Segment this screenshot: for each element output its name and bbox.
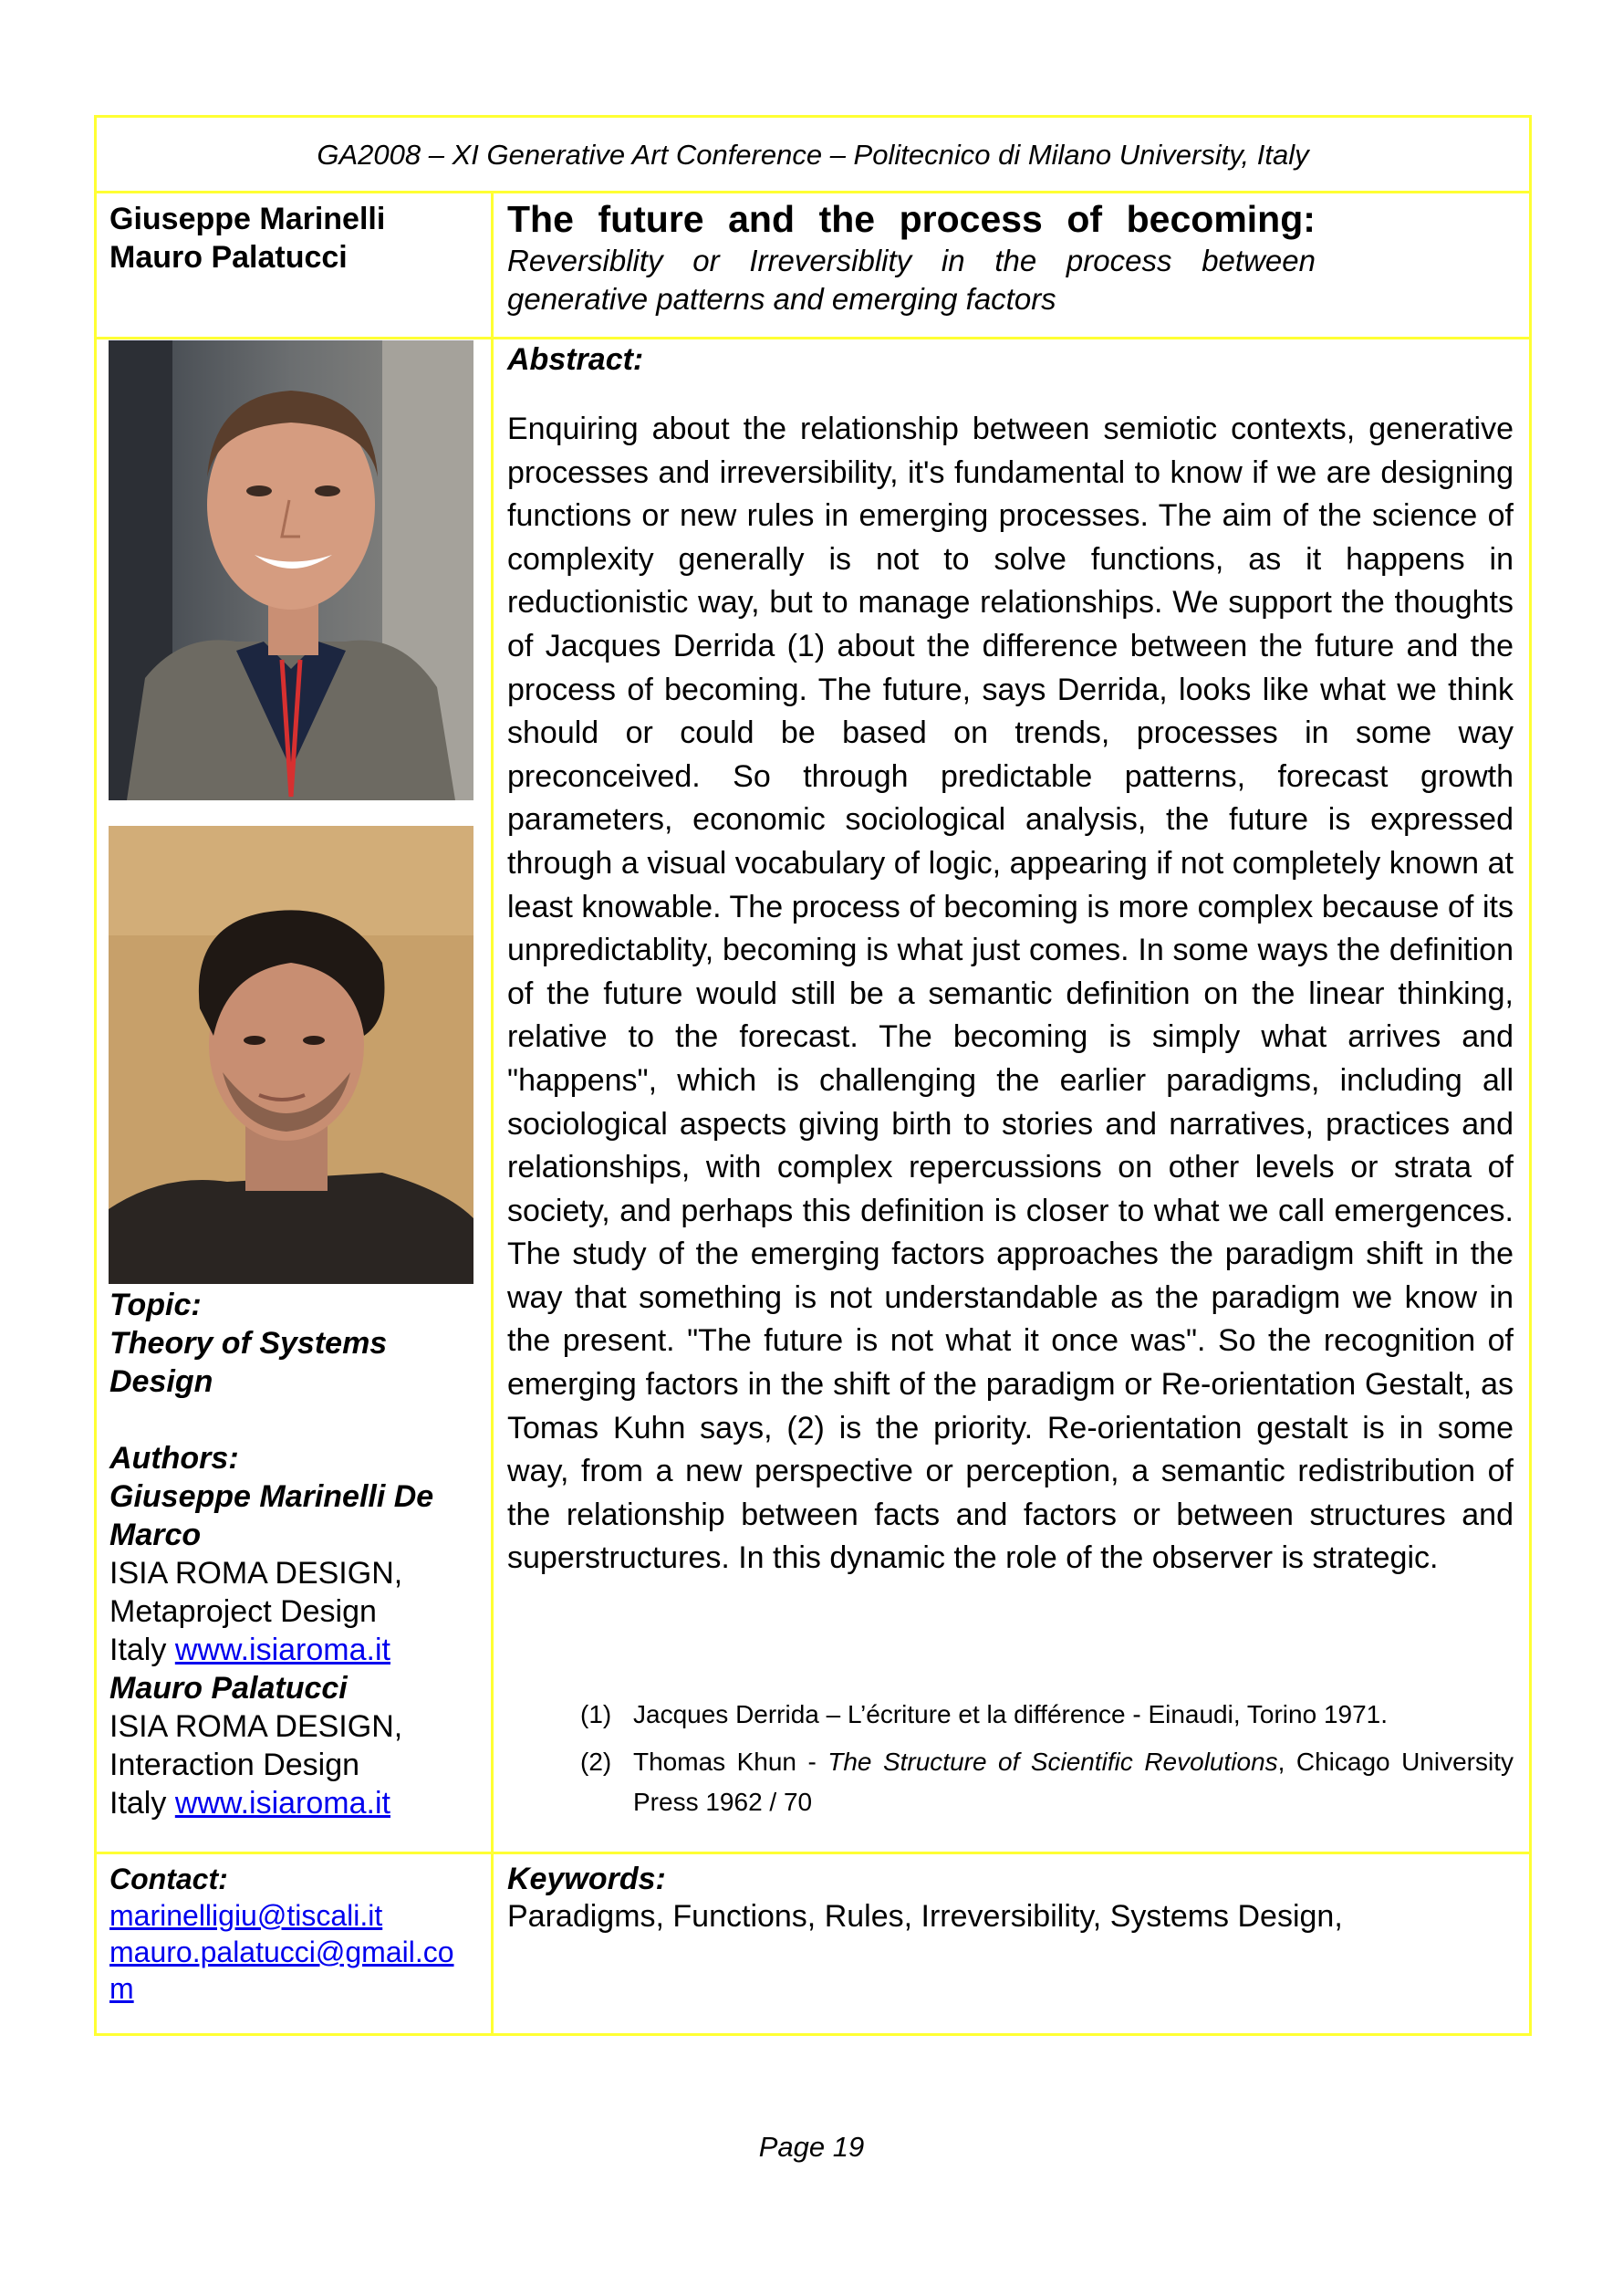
title-word: process [899,198,1043,240]
reference-number: (2) [580,1748,612,1776]
contact-block [109,1861,474,2007]
author1-name: Giuseppe Marinelli De [109,1479,434,1514]
keywords-text: Paradigms, Functions, Rules, Irreversibility, Systems Design, [507,1899,1343,1934]
reference-author: Thomas Khun - [633,1748,828,1776]
author2-affiliation: Interaction Design [109,1748,360,1782]
title-word: and [728,198,796,240]
author1-name: Marco [109,1518,202,1552]
author-photo-marinelli [109,340,473,800]
reference-text: Jacques Derrida – L’écriture et la différence - Einaudi, Torino 1971. [633,1700,1389,1728]
contact-label: Contact: [109,1863,228,1895]
subtitle-word: Irreversiblity [749,244,912,277]
author1-affiliation: ISIA ROMA DESIGN, [109,1556,403,1591]
title-word: of [1066,198,1103,240]
topic-line: Theory of Systems [109,1326,388,1361]
subtitle-word: the [994,244,1037,277]
author-photo-palatucci [109,826,473,1284]
author1-country: Italy [109,1633,175,1667]
contact-email-link[interactable]: mauro.palatucci@gmail.co [109,1936,454,1968]
conference-header: GA2008 – XI Generative Art Conference – Politecnico di Milano University, Italy [317,139,1309,171]
title-word: The [507,198,574,240]
grid-line [491,191,494,2033]
author2-country-line [109,1784,474,1822]
contact-email-link[interactable]: m [109,1972,134,2005]
keywords-block [507,1861,1511,1936]
keywords-label: Keywords: [507,1862,666,1896]
topic-label: Topic: [109,1288,202,1322]
author-info [109,1286,474,1822]
subtitle-line: generative patterns and emerging factors [507,282,1056,316]
title-word: becoming: [1126,198,1316,240]
references [580,1695,1514,1830]
author-name: Giuseppe Marinelli [109,202,386,236]
author-name: Mauro Palatucci [109,240,348,275]
subtitle-line [507,242,1316,280]
grid-line [97,1852,1529,1854]
author1-country-line [109,1631,474,1669]
subtitle-word: between [1202,244,1316,277]
authors-label: Authors: [109,1441,239,1476]
subtitle-word: or [692,244,720,277]
paper-frame [94,115,1532,2036]
reference-item [580,1742,1514,1822]
subtitle-word: process [1066,244,1172,277]
authors-short [109,200,474,277]
author1-affiliation: Metaproject Design [109,1594,377,1629]
title-word: the [818,198,876,240]
author1-website-link[interactable]: www.isiaroma.it [174,1633,390,1667]
author2-affiliation: ISIA ROMA DESIGN, [109,1709,403,1744]
topic-line: Design [109,1364,213,1399]
reference-number: (1) [580,1700,612,1728]
contact-email-link[interactable]: marinelligiu@tiscali.it [109,1899,383,1932]
subtitle-word: in [941,244,965,277]
paper-title [507,196,1316,242]
paper-subtitle [507,242,1511,318]
author2-website-link[interactable]: www.isiaroma.it [174,1786,390,1821]
reference-title: The Structure of Scientific Revolutions [827,1748,1278,1776]
abstract-label: Abstract: [507,342,644,377]
reference-text [633,1742,1514,1822]
page-number: Page 19 [758,2131,865,2163]
title-block [507,196,1511,318]
abstract-text: Enquiring about the relationship between semiotic contexts, generative processes and irreversibility, it's fundamental to know if we are designing functions or new rules in emerging processes. The aim of the science of complexity generally is not to solve functions, as it happens in reductionistic way, but to manage relationships. We support the thoughts of Jacques Derrida (1) about the difference between the future and the process of becoming. The future, says Derrida, looks like what we think should or could be based on trends, processes in some way preconceived. So through predictable patterns, forecast growth parameters, economic sociological analysis, the future is expressed through a visual vocabulary of logic, appearing if not completely known at least knowable. The process of becoming is more complex because of its unpredictablity, becoming is what just comes. In some ways the definition of the future would still be a semantic definition on the linear thinking, relative to the forecast. The becoming is simply what arrives and "happens", which is challenging the earlier paradigms, including all sociological aspects giving birth to stories and narratives, practices and relationships, with complex repercussions on other levels or strata of society, and perhaps this definition is closer to what we call emergences. The study of the emerging factors approaches the paradigm shift in the way that something is not understandable as the paradigm we know in the present. "The future is not what it once was". So the recognition of emerging factors in the shift of the paradigm or Re-orientation Gestalt, as Tomas Kuhn says, (2) is the priority. Re-orientation gestalt is in some way, from a new perspective or perception, a semantic redistribution of the relationship between facts and factors or between structures and superstructures. In this dynamic the role of the observer is strategic. [507,412,1514,1576]
author2-country: Italy [109,1786,175,1821]
reference-item [580,1695,1514,1735]
reference-publisher: , Chicago University Press 1962 / 70 [633,1748,1514,1816]
subtitle-word: Reversiblity [507,244,663,277]
author2-name: Mauro Palatucci [109,1671,348,1706]
grid-line [97,337,1529,339]
title-word: future [598,198,704,240]
